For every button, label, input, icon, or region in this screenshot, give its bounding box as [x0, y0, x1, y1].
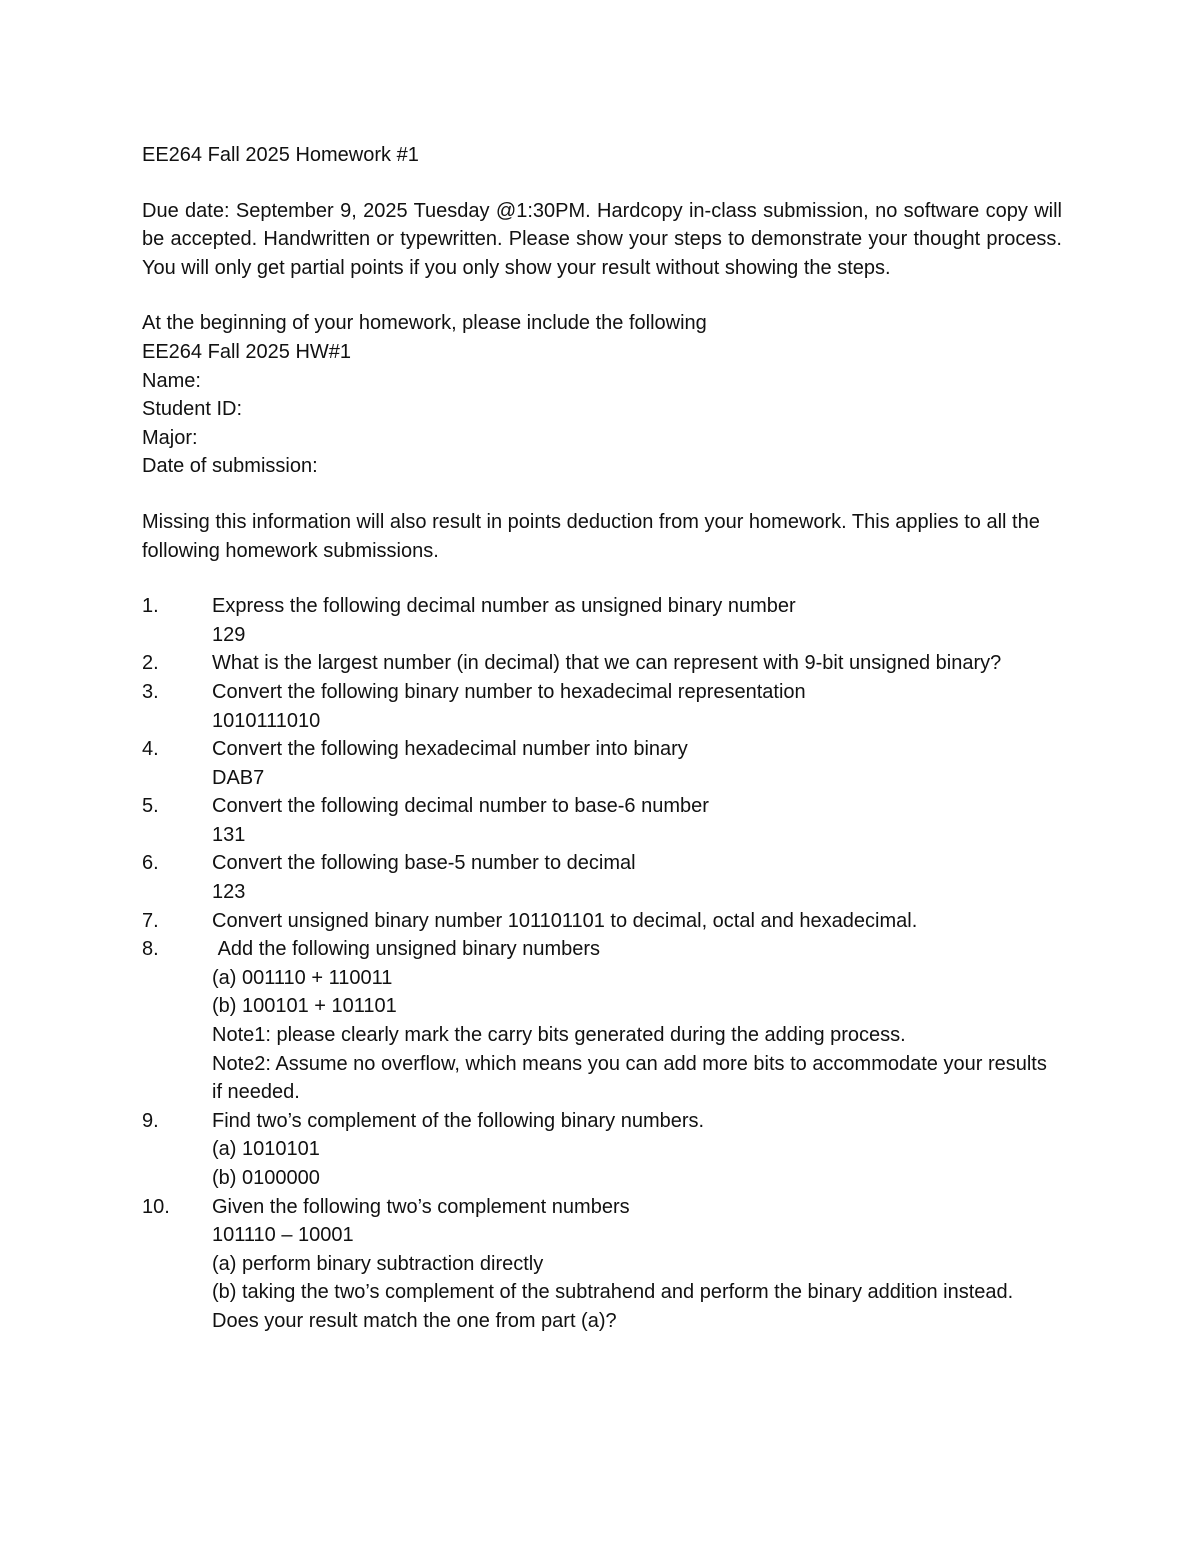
question-item — [142, 907, 1062, 936]
question-line: (b) taking the two’s complement of the subtrahend and perform the binary addition instead. Does your result match the one from part (a)? — [212, 1281, 1019, 1332]
question-line: Convert the following decimal number to base-6 number — [212, 795, 709, 818]
question-line: Note1: please clearly mark the carry bits generated during the adding process. — [212, 1024, 906, 1047]
question-number: 10. — [142, 1195, 170, 1218]
question-item — [142, 935, 1062, 1107]
question-line: What is the largest number (in decimal) that we can represent with 9-bit unsigned binary? — [212, 652, 1002, 675]
header-line-name: Name: — [142, 369, 201, 392]
question-body — [212, 907, 1062, 936]
question-body — [212, 792, 1062, 849]
question-line: 1010111010 — [212, 709, 321, 732]
question-item — [142, 649, 1062, 678]
question-body — [212, 1107, 1062, 1193]
header-line-major: Major: — [142, 426, 198, 449]
question-line: 129 — [212, 623, 246, 646]
question-line: (a) 001110 + 110011 — [212, 966, 393, 989]
question-body — [212, 849, 1062, 906]
question-line: 123 — [212, 881, 246, 904]
question-item — [142, 792, 1062, 849]
question-line: Note2: Assume no overflow, which means you can add more bits to accommodate your results if needed. — [212, 1052, 1053, 1104]
question-line: Express the following decimal number as unsigned binary number — [212, 595, 796, 618]
question-number: 9. — [142, 1109, 159, 1132]
question-body — [212, 678, 1062, 735]
question-line: Given the following two’s complement numbers — [212, 1195, 630, 1218]
question-line: Add the following unsigned binary numbers — [212, 938, 601, 961]
question-body — [212, 592, 1062, 649]
header-lead: At the beginning of your homework, please include the following — [142, 312, 707, 335]
header-requirements — [142, 309, 1062, 481]
question-line: 131 — [212, 823, 246, 846]
intro-paragraph: Due date: September 9, 2025 Tuesday @1:30PM. Hardcopy in-class submission, no software copy will be accepted. Handwritten or typewritten. Please show your steps to demonstrate your thought process. You will only get partial points if you only show your result without showing the steps. — [142, 199, 1062, 279]
question-item — [142, 592, 1062, 649]
question-number: 5. — [142, 795, 159, 818]
question-body — [212, 1193, 1062, 1336]
header-line-date: Date of submission: — [142, 455, 318, 478]
question-number: 4. — [142, 738, 159, 761]
question-body — [212, 735, 1062, 792]
question-body — [212, 935, 1062, 1107]
question-number: 8. — [142, 938, 159, 961]
header-line-student-id: Student ID: — [142, 398, 243, 421]
question-line: Convert the following hexadecimal number into binary — [212, 738, 688, 761]
question-line: (b) 100101 + 101101 — [212, 995, 397, 1018]
question-item — [142, 735, 1062, 792]
document-title: EE264 Fall 2025 Homework #1 — [142, 144, 419, 166]
question-item — [142, 849, 1062, 906]
question-line: (a) 1010101 — [212, 1138, 320, 1161]
question-list — [142, 592, 1062, 1335]
warning-paragraph: Missing this information will also result in points deduction from your homework. This applies to all the following homework submissions. — [142, 510, 1040, 562]
question-item — [142, 1107, 1062, 1193]
question-number: 6. — [142, 852, 159, 875]
question-number: 3. — [142, 680, 159, 703]
question-number: 7. — [142, 909, 159, 932]
question-item — [142, 1193, 1062, 1336]
header-line-course: EE264 Fall 2025 HW#1 — [142, 340, 352, 363]
question-line: DAB7 — [212, 766, 265, 789]
question-line: (a) perform binary subtraction directly — [212, 1252, 544, 1275]
question-body — [212, 649, 1062, 678]
question-number: 1. — [142, 595, 159, 618]
question-line: Convert the following binary number to hexadecimal representation — [212, 680, 806, 703]
question-line: (b) 0100000 — [212, 1167, 320, 1189]
question-line: Convert unsigned binary number 101101101 to decimal, octal and hexadecimal. — [212, 909, 918, 932]
question-item — [142, 678, 1062, 735]
question-line: Find two’s complement of the following binary numbers. — [212, 1109, 705, 1132]
document-content — [142, 141, 1062, 1336]
question-line: Convert the following base-5 number to decimal — [212, 852, 636, 875]
question-number: 2. — [142, 652, 159, 675]
question-line: 101110 – 10001 — [212, 1224, 354, 1247]
